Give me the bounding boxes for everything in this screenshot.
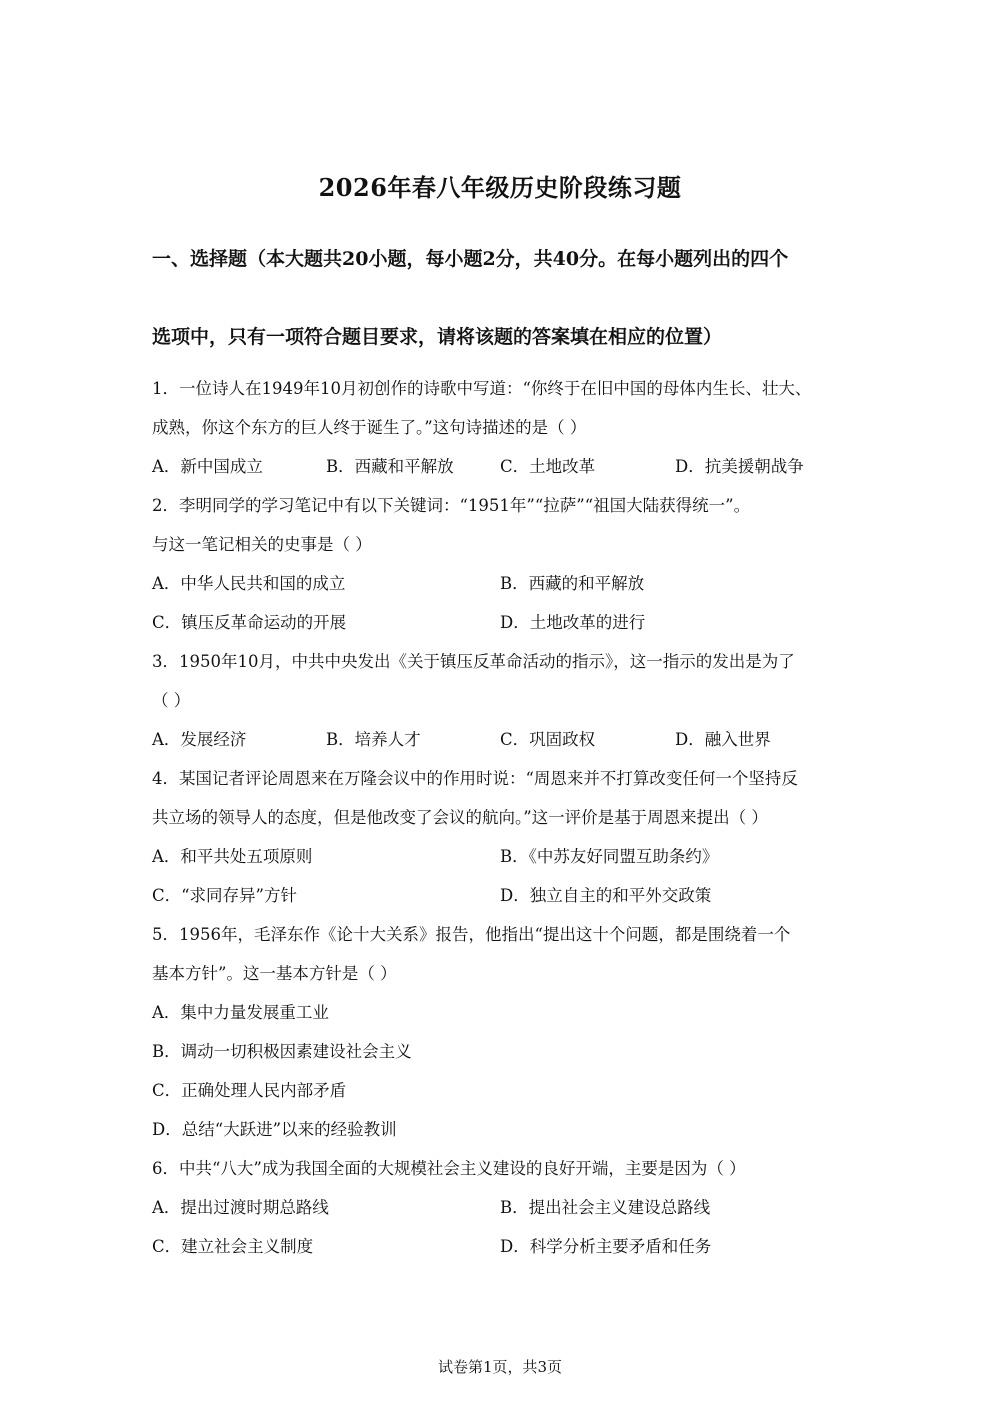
question-3-stem-line-1: 3．1950年10月，中共中央发出《关于镇压反革命活动的指示》，这一指示的发出是为了 <box>152 652 795 671</box>
page-title: 2026年春八年级历史阶段练习题 <box>318 173 682 202</box>
page-footer: 试卷第1页，共3页 <box>437 1358 563 1376</box>
question-4-stem-line-1: 4．某国记者评论周恩来在万隆会议中的作用时说：“周恩来并不打算改变任何一个坚持反 <box>152 769 798 788</box>
question-5-option-d[interactable]: D．总结“大跃进”以来的经验教训 <box>152 1120 397 1139</box>
question-2-stem-line-2: 与这一笔记相关的史事是（ ） <box>152 535 372 554</box>
question-5-option-c[interactable]: C．正确处理人民内部矛盾 <box>152 1081 347 1100</box>
section-heading-line-1: 一、选择题（本大题共20小题，每小题2分，共40分。在每小题列出的四个 <box>152 248 789 270</box>
question-1-option-d[interactable]: D．抗美援朝战争 <box>675 457 804 476</box>
question-4-option-b[interactable]: B．《中苏友好同盟互助条约》 <box>500 847 719 866</box>
question-2-option-d[interactable]: D．土地改革的进行 <box>500 613 646 632</box>
question-2-stem-line-1: 2．李明同学的学习笔记中有以下关键词：“1951年”“拉萨”“祖国大陆获得统一”。 <box>152 496 751 515</box>
question-5-stem-line-2: 基本方针”。这一基本方针是（ ） <box>152 964 397 983</box>
question-5-option-a[interactable]: A．集中力量发展重工业 <box>152 1003 329 1022</box>
question-6-option-d[interactable]: D．科学分析主要矛盾和任务 <box>500 1237 712 1256</box>
question-3-stem-line-2: （ ） <box>152 691 191 710</box>
question-1-option-b[interactable]: B．西藏和平解放 <box>326 457 454 476</box>
question-4-stem-line-2: 共立场的领导人的态度，但是他改变了会议的航向。”这一评价是基于周恩来提出（ ） <box>152 808 768 827</box>
section-heading-line-2: 选项中，只有一项符合题目要求，请将该题的答案填在相应的位置） <box>152 326 723 348</box>
question-5-stem-line-1: 5．1956年，毛泽东作《论十大关系》报告，他指出“提出这十个问题，都是围绕着一个 <box>152 925 791 944</box>
question-3-option-d[interactable]: D．融入世界 <box>675 730 771 749</box>
question-3-option-c[interactable]: C．巩固政权 <box>500 730 596 749</box>
question-4-option-d[interactable]: D．独立自主的和平外交政策 <box>500 886 712 905</box>
question-2-option-a[interactable]: A．中华人民共和国的成立 <box>152 574 346 593</box>
question-2-option-c[interactable]: C．镇压反革命运动的开展 <box>152 613 347 632</box>
question-1-option-c[interactable]: C．土地改革 <box>500 457 596 476</box>
question-6-option-c[interactable]: C．建立社会主义制度 <box>152 1237 314 1256</box>
question-3-option-b[interactable]: B．培养人才 <box>326 730 421 749</box>
question-1-stem-line-1: 1．一位诗人在1949年10月初创作的诗歌中写道：“你终于在旧中国的母体内生长、壮大、 <box>152 379 812 398</box>
question-1-option-a[interactable]: A．新中国成立 <box>152 457 263 476</box>
question-6-option-b[interactable]: B．提出社会主义建设总路线 <box>500 1198 711 1217</box>
question-5-option-b[interactable]: B．调动一切积极因素建设社会主义 <box>152 1042 412 1061</box>
question-3-option-a[interactable]: A．发展经济 <box>152 730 247 749</box>
question-2-option-b[interactable]: B．西藏的和平解放 <box>500 574 645 593</box>
question-4-option-a[interactable]: A．和平共处五项原则 <box>152 847 313 866</box>
question-6-stem-line-1: 6．中共“八大”成为我国全面的大规模社会主义建设的良好开端，主要是因为（ ） <box>152 1159 746 1178</box>
question-4-option-c[interactable]: C．“求同存异”方针 <box>152 886 297 905</box>
question-6-option-a[interactable]: A．提出过渡时期总路线 <box>152 1198 329 1217</box>
question-1-stem-line-2: 成熟，你这个东方的巨人终于诞生了。”这句诗描述的是（ ） <box>152 418 587 437</box>
